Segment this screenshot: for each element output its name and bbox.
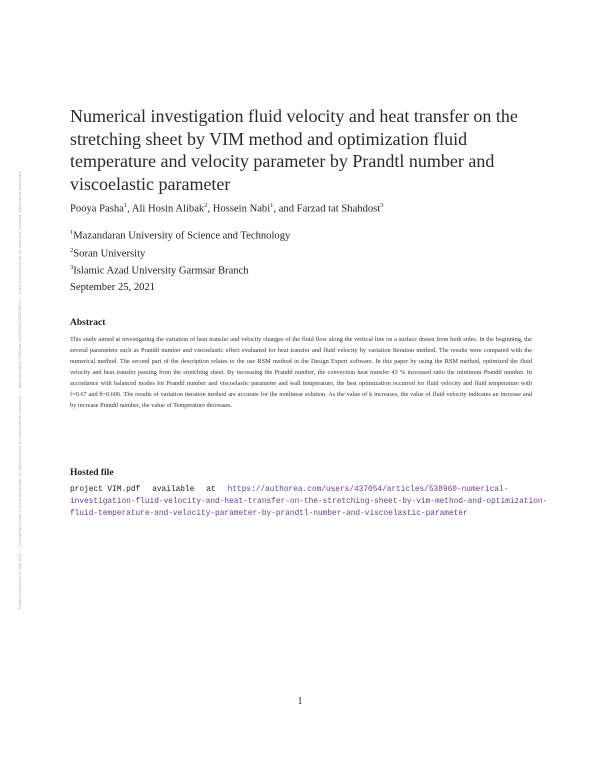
affiliation-list: [70, 226, 490, 279]
author-name: Pooya Pasha: [70, 203, 124, 215]
author-affiliation-mark: 1: [123, 202, 128, 209]
hosted-file-name: project VIM.pdf: [70, 486, 141, 494]
abstract-heading: Abstract: [70, 318, 106, 328]
hosted-file-block: [70, 484, 550, 520]
hosted-available-label: available: [152, 486, 195, 494]
hosted-file-link[interactable]: https://authorea.com/users/437054/articles/538960-numerical-investigation-fluid-velocity-and-heat-transfer-on-the-stretching-sheet-by-vim-method-and-optimization-fluid-temperature-and-velocity-parameter-by-prandtl-number-and-viscoelastic-parameter: [70, 486, 548, 518]
affiliation-mark: 2: [70, 246, 74, 254]
author-affiliation-mark: 3: [380, 202, 384, 209]
paper-title: Numerical investigation fluid velocity and heat transfer on the stretching sheet by VIM method and optimization fluid temperature and velocity parameter by Prandtl number and viscoelastic parameter: [70, 106, 518, 194]
affiliation: [70, 226, 490, 244]
preprint-notice-text: Posted on Authorea 25 Sep 2021 — The copyright holder is the author/funder. All rights reserved. No reuse without permission. — https://doi.org/10.22541/au.163257438.83380796/v1 — This a preprint and has not been peer reviewed. Data may be preliminary.: [18, 170, 22, 610]
affiliation-mark: 3: [70, 264, 74, 272]
affiliation-name: Islamic Azad University Garmsar Branch: [73, 265, 249, 277]
author-name: Farzad tat Shahdost: [296, 203, 381, 215]
author-name: Hossein Nabi: [212, 203, 271, 215]
preprint-notice-sidebar: [12, 60, 28, 720]
publication-date: September 25, 2021: [70, 282, 156, 293]
author-name: Ali Hosin Alibak: [131, 203, 205, 215]
author-separator: , and: [273, 203, 297, 215]
affiliation-name: Mazandaran University of Science and Technology: [73, 230, 291, 242]
hosted-at-label: at: [206, 486, 216, 494]
page-number: 1: [297, 696, 303, 707]
affiliation-name: Soran University: [73, 248, 146, 260]
author-separator: ,: [127, 203, 132, 215]
author-affiliation-mark: 1: [270, 202, 274, 209]
abstract-text: This study aimed at investigating the variation of heat transfer and velocity changes of the fluid flow along the vertical line on a surface drawn from both sides. In the beginning, the several parameters such as Prandtl number and viscoelastic effect evaluated for heat transfer and fluid velocity by variation Iteration method. The results were compared with the numerical method. The second part of the description relates to the use RSM method in the Design Expert software. In this paper by using the RSM method, optimized the fluid velocity and heat transfer passing from the stretching sheet. By increasing the Prandtl number, the convection heat transfer 43 % increased ratio the minimum Prandtl number. In accordance with balanced modes for Prandtl number and viscoelastic parameter and wall temperature, the best optimization occurred for fluid velocity and fluid temperature with f=0.67 and θ=0.606. The results of variation iteration method are accurate for the nonlinear solution. As the value of k increases, the value of fluid velocity indicates an increase and by increase Prandtl number, the value of Temperature decreases.: [70, 336, 532, 409]
affiliation: [70, 261, 490, 279]
affiliation: [70, 244, 490, 262]
author-affiliation-mark: 2: [204, 202, 208, 209]
author-list: [70, 202, 550, 215]
hosted-file-heading: Hosted file: [70, 468, 114, 478]
affiliation-mark: 1: [70, 229, 74, 236]
author-separator: ,: [207, 203, 213, 215]
